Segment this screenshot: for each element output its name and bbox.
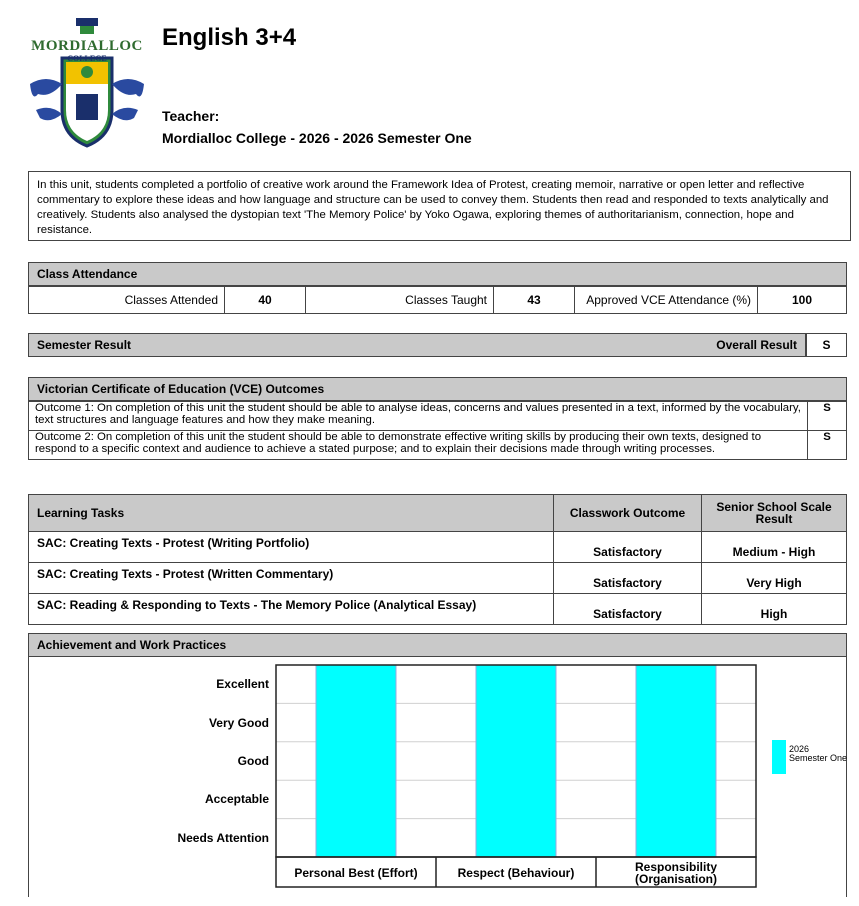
chart-bar <box>316 665 396 857</box>
scale-result-header: Senior School Scale Result <box>702 495 847 532</box>
logo-name: MORDIALLOC <box>31 38 143 54</box>
classes-attended-label: Classes Attended <box>29 287 225 314</box>
classwork-outcome-header: Classwork Outcome <box>554 495 702 532</box>
unit-description: In this unit, students completed a portfolio of creative work around the Framework Idea of Protest, creating memoir, narrative or open letter and reflective commentary to explore these ideas and how language and structure can be used to convey them. Students then read and responded to texts analytically and creatively. Students also analysed the dystopian text 'The Memory Police' by Yoko Ogawa, exploring themes of authoritarianism, connection, hope and resistance. <box>28 171 851 241</box>
logo-sub: COLLEGE <box>67 54 107 63</box>
achievement-header: Achievement and Work Practices <box>28 633 847 657</box>
attendance-header: Class Attendance <box>28 262 847 286</box>
task-scale: Very High <box>702 563 847 594</box>
outcome-result: S <box>808 402 847 431</box>
outcome-result: S <box>808 431 847 460</box>
classes-taught-label: Classes Taught <box>306 287 494 314</box>
learning-tasks-header: Learning Tasks <box>29 495 554 532</box>
chart-y-label: Good <box>237 754 269 768</box>
vce-attendance-value: 100 <box>758 287 847 314</box>
task-name: SAC: Creating Texts - Protest (Written Commentary) <box>29 563 554 594</box>
chart-y-label: Very Good <box>208 715 269 730</box>
task-scale: High <box>702 594 847 625</box>
chart-x-label: Personal Best (Effort) <box>294 866 418 880</box>
classes-taught-value: 43 <box>494 287 575 314</box>
overall-result-label: Overall Result <box>716 338 797 352</box>
task-name: SAC: Creating Texts - Protest (Writing Portfolio) <box>29 532 554 563</box>
chart-y-label: Excellent <box>216 677 269 692</box>
classes-attended-value: 40 <box>225 287 306 314</box>
legend-label: 2026 Semester One <box>789 744 848 763</box>
vce-attendance-label: Approved VCE Attendance (%) <box>575 287 758 314</box>
outcome-text: Outcome 2: On completion of this unit the student should be able to demonstrate effective writing skills by producing their own texts, designed to respond to a specific context and audience to achieve a stated purpose; and to explain their decisions made through writing processes. <box>29 431 808 460</box>
outcome-text: Outcome 1: On completion of this unit the student should be able to analyse ideas, concerns and values presented in a text, informed by the vocabulary, text structures and language features and how they make meaning. <box>29 402 808 431</box>
chart-x-label: Respect (Behaviour) <box>457 866 575 880</box>
teacher-label: Teacher: <box>162 108 220 124</box>
chart-y-label: Needs Attention <box>177 830 269 845</box>
chart-bar <box>636 665 716 857</box>
task-outcome: Satisfactory <box>554 563 702 594</box>
page-title: English 3+4 <box>162 24 297 51</box>
chart-bar <box>476 665 556 857</box>
task-name: SAC: Reading & Responding to Texts - The Memory Police (Analytical Essay) <box>29 594 554 625</box>
school-line: Mordialloc College - 2026 - 2026 Semester One <box>162 130 472 146</box>
chart-x-label: Responsibility (Organisation) <box>634 860 717 886</box>
task-outcome: Satisfactory <box>554 532 702 563</box>
vce-outcomes-header: Victorian Certificate of Education (VCE) Outcomes <box>28 377 847 401</box>
task-outcome: Satisfactory <box>554 594 702 625</box>
task-scale: Medium - High <box>702 532 847 563</box>
semester-result-title: Semester Result <box>37 338 132 352</box>
legend-swatch <box>772 740 786 774</box>
overall-result-value: S <box>806 333 847 357</box>
chart-y-label: Acceptable <box>204 792 269 807</box>
